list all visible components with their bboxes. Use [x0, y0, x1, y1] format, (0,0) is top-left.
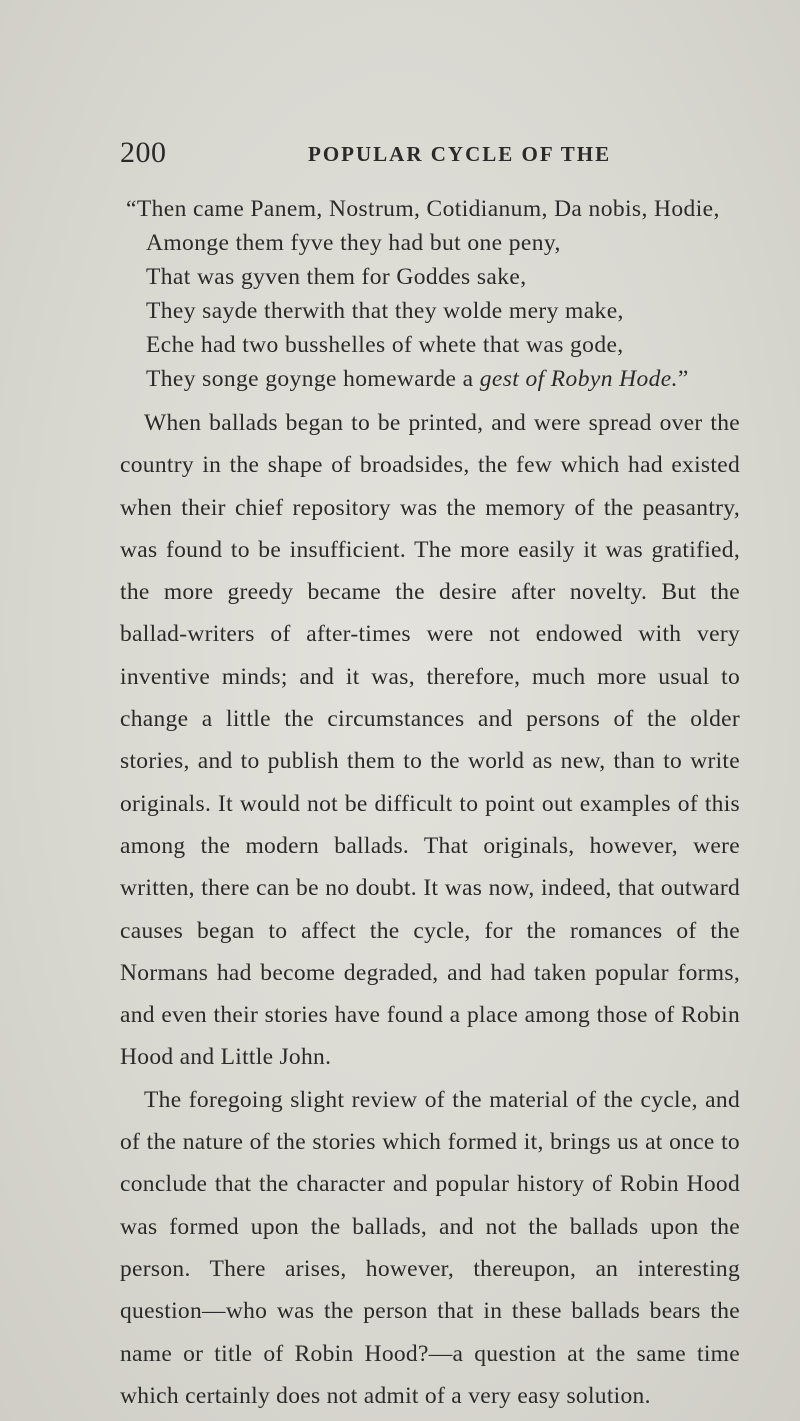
verse-line: “Then came Panem, Nostrum, Cotidianum, Da nobis, Hodie, — [126, 196, 720, 222]
closing-quote: ” — [677, 366, 689, 392]
paragraph: The foregoing slight review of the material of the cycle, and of the nature of the stories which formed it, brings us at once to conclude that the character and popular history of Robin Hood was formed upon the ballads, and not the ballads upon the person. There arises, however, thereupon, an interesting question—who was the person that in these ballads bears the name or title of Robin Hood?—a question at the same time which certainly does not admit of a very easy solution. — [120, 1086, 740, 1409]
running-title: POPULAR CYCLE OF THE — [308, 142, 612, 166]
verse-line: Eche had two busshelles of whete that was gode, — [146, 332, 624, 358]
verse-line-last — [126, 362, 766, 396]
verse-line: They sayde therwith that they wolde mery make, — [146, 298, 624, 324]
verse-line: Amonge them fyve they had but one peny, — [146, 230, 561, 256]
verse-line: That was gyven them for Goddes sake, — [146, 264, 527, 290]
verse-text: They songe goynge homewarde a — [146, 366, 480, 392]
body-text — [120, 402, 740, 1417]
page-number: 200 — [120, 136, 167, 169]
paragraph: When ballads began to be printed, and were spread over the country in the shape of broadsides, the few which had existed when their chief repository was the memory of the peasantry, was found to be insufficient. The more easily it was gratified, the more greedy became the desire after novelty. But the ballad-writers of after-times were not endowed with very inventive minds; and it was, therefore, much more usual to change a little the circumstances and persons of the older stories, and to publish them to the world as new, than to write originals. It would not be difficult to point out examples of this among the modern ballads. That originals, however, were written, there can be no doubt. It was now, indeed, that outward causes began to affect the cycle, for the romances of the Normans had become degraded, and had taken popular forms, and even their stories have found a place among those of Robin Hood and Little John. — [120, 410, 740, 1071]
verse-italic-title: gest of Robyn Hode. — [479, 366, 678, 392]
running-head — [120, 136, 760, 176]
verse-quotation — [126, 192, 766, 396]
